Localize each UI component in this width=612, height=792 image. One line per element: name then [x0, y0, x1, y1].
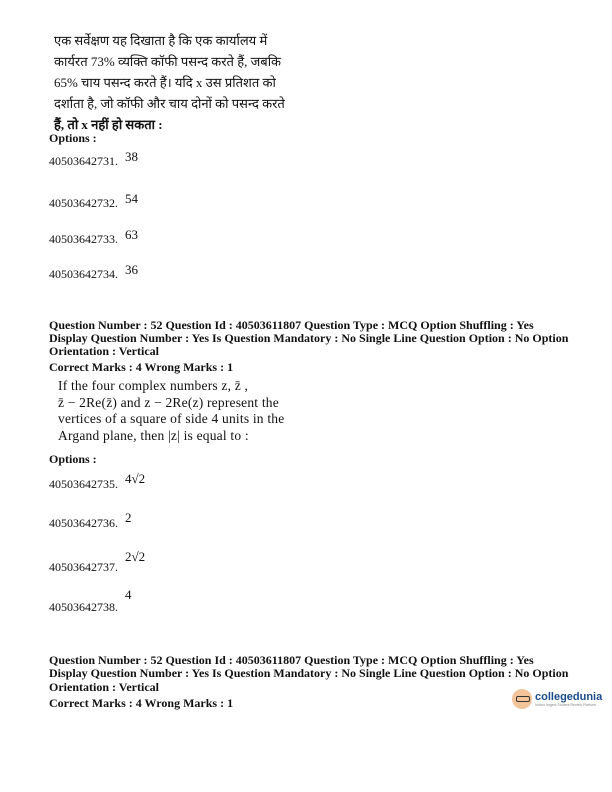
q51-question-text	[54, 30, 304, 135]
q51-option-3[interactable]	[49, 227, 138, 248]
q51-options-label: Options :	[49, 131, 97, 145]
marks-line: Correct Marks : 4 Wrong Marks : 1	[49, 360, 234, 374]
option-id: 40503642737.	[49, 560, 118, 574]
option-value: 2	[125, 510, 132, 525]
q52-repeat-meta	[49, 654, 569, 710]
option-id: 40503642738.	[49, 600, 118, 614]
q51-option-4[interactable]	[49, 262, 138, 283]
logo-tagline: India's largest Student Review Platform	[535, 702, 596, 707]
q52-option-2[interactable]	[49, 510, 132, 532]
option-value: 63	[125, 227, 138, 242]
q51-option-2[interactable]	[49, 191, 138, 212]
q51-text-line: हैं, तो x नहीं हो सकता :	[54, 117, 163, 132]
option-id: 40503642732.	[49, 196, 118, 210]
q52-text-line: z̄ − 2Re(z̄) and z − 2Re(z) represent the	[58, 394, 279, 410]
option-id: 40503642733.	[49, 232, 118, 246]
option-id: 40503642736.	[49, 516, 118, 530]
option-value: 38	[125, 149, 138, 164]
question-meta-line: Orientation : Vertical	[49, 680, 159, 694]
option-value: 2√2	[125, 549, 146, 564]
q52-question-text	[58, 378, 308, 444]
option-value: 4√2	[125, 471, 146, 486]
logo-name: collegedunia	[535, 690, 603, 703]
q51-option-1[interactable]	[49, 149, 138, 170]
q52-options-label: Options :	[49, 452, 97, 466]
collegedunia-logo	[512, 689, 602, 709]
q52-option-4[interactable]	[49, 587, 132, 616]
q52-meta	[49, 319, 568, 374]
q51-text-line: दर्शाता है, जो कॉफी और चाय दोनों को पसन्द करते	[54, 96, 285, 111]
q51-text-line: एक सर्वेक्षण यह दिखाता है कि एक कार्यालय में	[54, 33, 268, 48]
option-value: 54	[125, 191, 138, 206]
option-id: 40503642734.	[49, 267, 118, 281]
marks-line: Correct Marks : 4 Wrong Marks : 1	[49, 696, 234, 710]
q52-option-3[interactable]	[49, 549, 146, 576]
question-meta-line: Question Number : 52 Question Id : 40503611807 Question Type : MCQ Option Shuffling : Yes	[49, 318, 534, 332]
q51-text-line: 65% चाय पसन्द करते हैं। यदि x उस प्रतिशत को	[54, 75, 276, 90]
question-meta-line: Display Question Number : Yes Is Question Mandatory : No Single Line Question Option : No Option	[49, 667, 569, 680]
q52-option-1[interactable]	[49, 471, 146, 493]
option-value: 36	[125, 262, 138, 277]
option-id: 40503642735.	[49, 477, 118, 491]
q51-text-line: कार्यरत 73% व्यक्ति कॉफी पसन्द करते हैं, जबकि	[54, 54, 282, 69]
option-value: 4	[125, 587, 132, 602]
q52-text-line: If the four complex numbers z, z̄ ,	[58, 378, 249, 393]
question-meta-line: Display Question Number : Yes Is Question Mandatory : No Single Line Question Option : No Option	[49, 331, 569, 345]
q52-text-line: vertices of a square of side 4 units in the	[58, 411, 285, 426]
question-meta-line: Question Number : 52 Question Id : 40503611807 Question Type : MCQ Option Shuffling : Yes	[49, 653, 534, 667]
student-face-icon	[512, 689, 532, 709]
q52-text-line: Argand plane, then |z| is equal to :	[58, 427, 249, 443]
question-meta-line: Orientation : Vertical	[49, 344, 159, 358]
option-id: 40503642731.	[49, 154, 118, 168]
